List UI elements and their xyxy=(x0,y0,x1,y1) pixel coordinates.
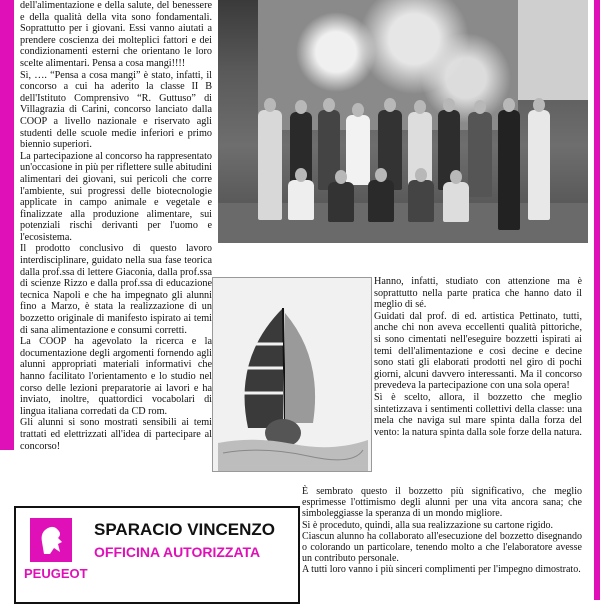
right-accent-bar xyxy=(594,0,600,600)
right-text-column xyxy=(374,276,582,438)
bottom-text-column xyxy=(302,486,582,576)
paragraph: La COOP ha agevolato la ricerca e la documentazione degli argomenti fornendo agli alunni appropriati materiali informativi che hanno facilitato l'orientamento e lo studio nel corso delle lezioni preparatorie ai lavori e ha inviato, inoltre, quattordici vocabolari di lingua italiana corredati da CD rom. xyxy=(20,336,212,417)
business-subtitle: OFFICINA AUTORIZZATA xyxy=(94,544,261,560)
paragraph: dell'alimentazione e della salute, del benessere e della qualità della vita sono fondamentali. Soprattutto per i giovani. Essi vanno aiutati a prendere coscienza dei molteplici fattori e dei condizionamenti esterni che orientano le loro scelte alimentari. Pensa a cosa mangi!!!! xyxy=(20,0,212,69)
paragraph: Gli alunni si sono mostrati sensibili ai temi trattati ed elettrizzati all'idea di partecipare al concorso! xyxy=(20,417,212,452)
paragraph: Si è proceduto, quindi, alla sua realizzazione su cartone rigido. xyxy=(302,519,554,531)
advertisement-box xyxy=(14,506,300,604)
paragraph: La partecipazione al concorso ha rappresentato un'occasione in più per riflettere sulle abitudini alimentari dei giovani, sui pericoli che corre l'ambiente, sui progressi delle biotecnologie applicate in campo animale e vegetale e finalizzate alla produzione alimentare, sui potenziali rischi derivanti per l'uomo e l'ecosistema. xyxy=(20,150,212,243)
paragraph: Sì è scelto, allora, il bozzetto che meglio sintetizzava i sentimenti collettivi della classe: una mela che naviga sul mare spinta dalla forza del vento: la natura spinta dalla sole forze della natura. xyxy=(374,391,582,438)
paragraph: Il prodotto conclusivo di questo lavoro interdisciplinare, guidato nella sua fase teorica dalla prof.ssa di lettere Giaconia, dalla prof.ssa di scienze Rizzo e dalla prof.ssa di educazione tecnica Napoli e che ha impegnato gli alunni fino a Marzo, è stata la realizzazione di un bozzetto originale di manifesto ispirato ai temi di sana alimentazione e consumi corretti. xyxy=(20,243,212,336)
sky xyxy=(518,0,588,100)
paragraph: Ciascun alunno ha collaborato all'esecuzione del bozzetto disegnando o colorando un particolare, tenendo molto a che l'elaboratore avesse un contributo personale. xyxy=(302,530,582,565)
peugeot-lion-icon xyxy=(30,518,72,562)
apple-sailboat-drawing xyxy=(212,277,372,472)
paragraph: Sì, …. “Pensa a cosa mangi” è stato, infatti, il concorso a cui ha aderito la classe II B dell'Istituto Comprensivo “R. Guttuso” di Villagrazia di Carini, concorso lanciato dalla COOP a livello nazionale e riservato agli studenti delle scuole medie inferiori e primo biennio superiori. xyxy=(20,69,212,151)
paragraph: È sembrato questo il bozzetto più significativo, che meglio esprimesse l'ottimismo degli alunni per una vita ancora sana; che simboleggiasse la speranza di un mondo migliore. xyxy=(302,486,582,520)
brand-logo-text: PEUGEOT xyxy=(24,566,88,581)
left-accent-bar xyxy=(0,0,14,450)
paragraph: Guidati dal prof. di ed. artistica Pettinato, tutti, anche chi non aveva eccellenti qualità pittoriche, si sono cimentati nell'eseguire bozzetti ispirati ai temi dell'alimentazione e così decine e decine sono stati gli elaborati prodotti nel giro di pochi giorni, alcuni davvero interessanti. Ma il concorso prevedeva la partecipazione con una sola opera! xyxy=(374,310,582,392)
paragraph: A tutti loro vanno i più sinceri complimenti per l'impegno dimostrato. xyxy=(302,564,581,576)
paragraph: Hanno, infatti, studiato con attenzione ma è soprattutto nella parte pratica che hanno dato il meglio di sé. xyxy=(374,276,582,311)
class-group-photo xyxy=(218,0,588,243)
left-text-column xyxy=(20,0,212,452)
business-name: SPARACIO VINCENZO xyxy=(94,520,276,539)
